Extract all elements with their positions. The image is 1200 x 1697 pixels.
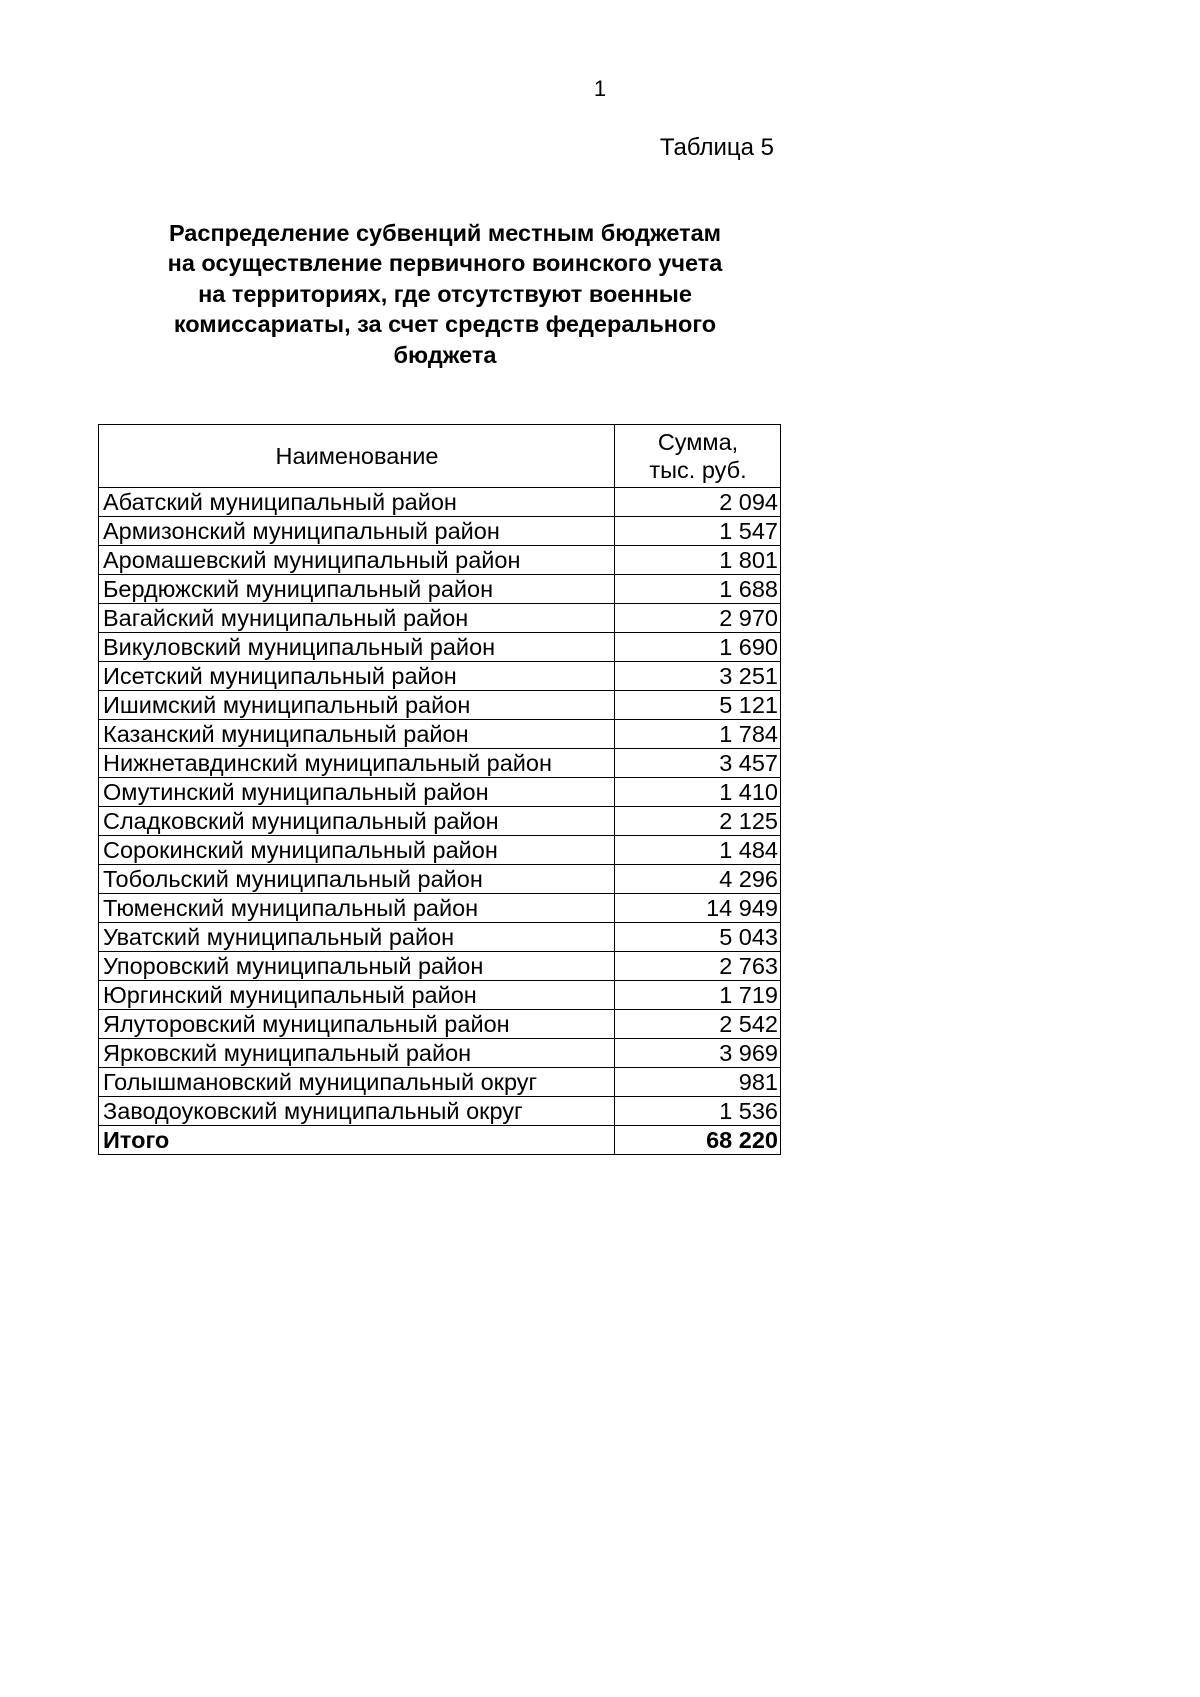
total-sum: 68 220 (615, 1126, 781, 1155)
row-name: Викуловский муниципальный район (99, 633, 615, 662)
page-number: 1 (593, 76, 607, 101)
row-sum: 1 484 (615, 836, 781, 865)
row-name: Тобольский муниципальный район (99, 865, 615, 894)
row-name: Ярковский муниципальный район (99, 1039, 615, 1068)
header-sum-line: Сумма, (657, 429, 739, 455)
table-row (99, 575, 781, 604)
row-name: Голышмановский муниципальный округ (99, 1068, 615, 1097)
table-header-row (99, 425, 781, 488)
row-sum: 1 690 (615, 633, 781, 662)
row-name: Омутинский муниципальный район (99, 778, 615, 807)
header-name: Наименование (99, 425, 615, 488)
table-row (99, 923, 781, 952)
table-row (99, 981, 781, 1010)
total-row (99, 1126, 781, 1155)
row-name: Казанский муниципальный район (99, 720, 615, 749)
row-name: Армизонский муниципальный район (99, 517, 615, 546)
row-name: Тюменский муниципальный район (99, 894, 615, 923)
row-sum: 1 719 (615, 981, 781, 1010)
table-row (99, 604, 781, 633)
document-title (140, 218, 750, 370)
row-sum: 1 547 (615, 517, 781, 546)
title-line: комиссариаты, за счет средств федерального (173, 311, 717, 338)
table-row (99, 633, 781, 662)
row-sum: 1 801 (615, 546, 781, 575)
subvention-table (98, 424, 781, 1155)
title-line: бюджета (393, 341, 497, 368)
row-sum: 2 542 (615, 1010, 781, 1039)
row-sum: 5 043 (615, 923, 781, 952)
table-row (99, 691, 781, 720)
row-sum: 2 094 (615, 488, 781, 517)
row-sum: 1 688 (615, 575, 781, 604)
row-sum: 2 970 (615, 604, 781, 633)
row-name: Аромашевский муниципальный район (99, 546, 615, 575)
table-row (99, 836, 781, 865)
row-sum: 3 457 (615, 749, 781, 778)
row-sum: 3 251 (615, 662, 781, 691)
row-sum: 1 410 (615, 778, 781, 807)
row-name: Вагайский муниципальный район (99, 604, 615, 633)
row-name: Сладковский муниципальный район (99, 807, 615, 836)
row-sum: 2 125 (615, 807, 781, 836)
row-name: Сорокинский муниципальный район (99, 836, 615, 865)
table-row (99, 865, 781, 894)
table-row (99, 778, 781, 807)
row-name: Бердюжский муниципальный район (99, 575, 615, 604)
row-name: Упоровский муниципальный район (99, 952, 615, 981)
table-row (99, 546, 781, 575)
table-row (99, 894, 781, 923)
row-name: Уватский муниципальный район (99, 923, 615, 952)
title-line: Распределение субвенций местным бюджетам (168, 220, 722, 246)
table-row (99, 952, 781, 981)
table-row (99, 1039, 781, 1068)
table-label: Таблица 5 (659, 134, 774, 161)
row-name: Исетский муниципальный район (99, 662, 615, 691)
row-sum: 14 949 (615, 894, 781, 923)
title-line: на территориях, где отсутствуют военные (198, 280, 692, 307)
row-sum: 4 296 (615, 865, 781, 894)
row-sum: 1 536 (615, 1097, 781, 1126)
row-sum: 981 (615, 1068, 781, 1097)
table-row (99, 1010, 781, 1039)
row-sum: 1 784 (615, 720, 781, 749)
row-name: Нижнетавдинский муниципальный район (99, 749, 615, 778)
row-name: Абатский муниципальный район (99, 488, 615, 517)
table-row (99, 517, 781, 546)
table-row (99, 720, 781, 749)
row-name: Заводоуковский муниципальный округ (99, 1097, 615, 1126)
table-row (99, 807, 781, 836)
row-name: Ишимский муниципальный район (99, 691, 615, 720)
table-row (99, 749, 781, 778)
row-sum: 2 763 (615, 952, 781, 981)
table-row (99, 1068, 781, 1097)
row-name: Ялуторовский муниципальный район (99, 1010, 615, 1039)
row-sum: 5 121 (615, 691, 781, 720)
table-body (99, 488, 781, 1126)
header-sum (615, 425, 781, 488)
total-label: Итого (99, 1126, 615, 1155)
header-sum-line: тыс. руб. (649, 457, 747, 483)
table-row (99, 1097, 781, 1126)
row-name: Юргинский муниципальный район (99, 981, 615, 1010)
title-line: на осуществление первичного воинского учета (167, 250, 723, 277)
table-row (99, 488, 781, 517)
table-row (99, 662, 781, 691)
row-sum: 3 969 (615, 1039, 781, 1068)
